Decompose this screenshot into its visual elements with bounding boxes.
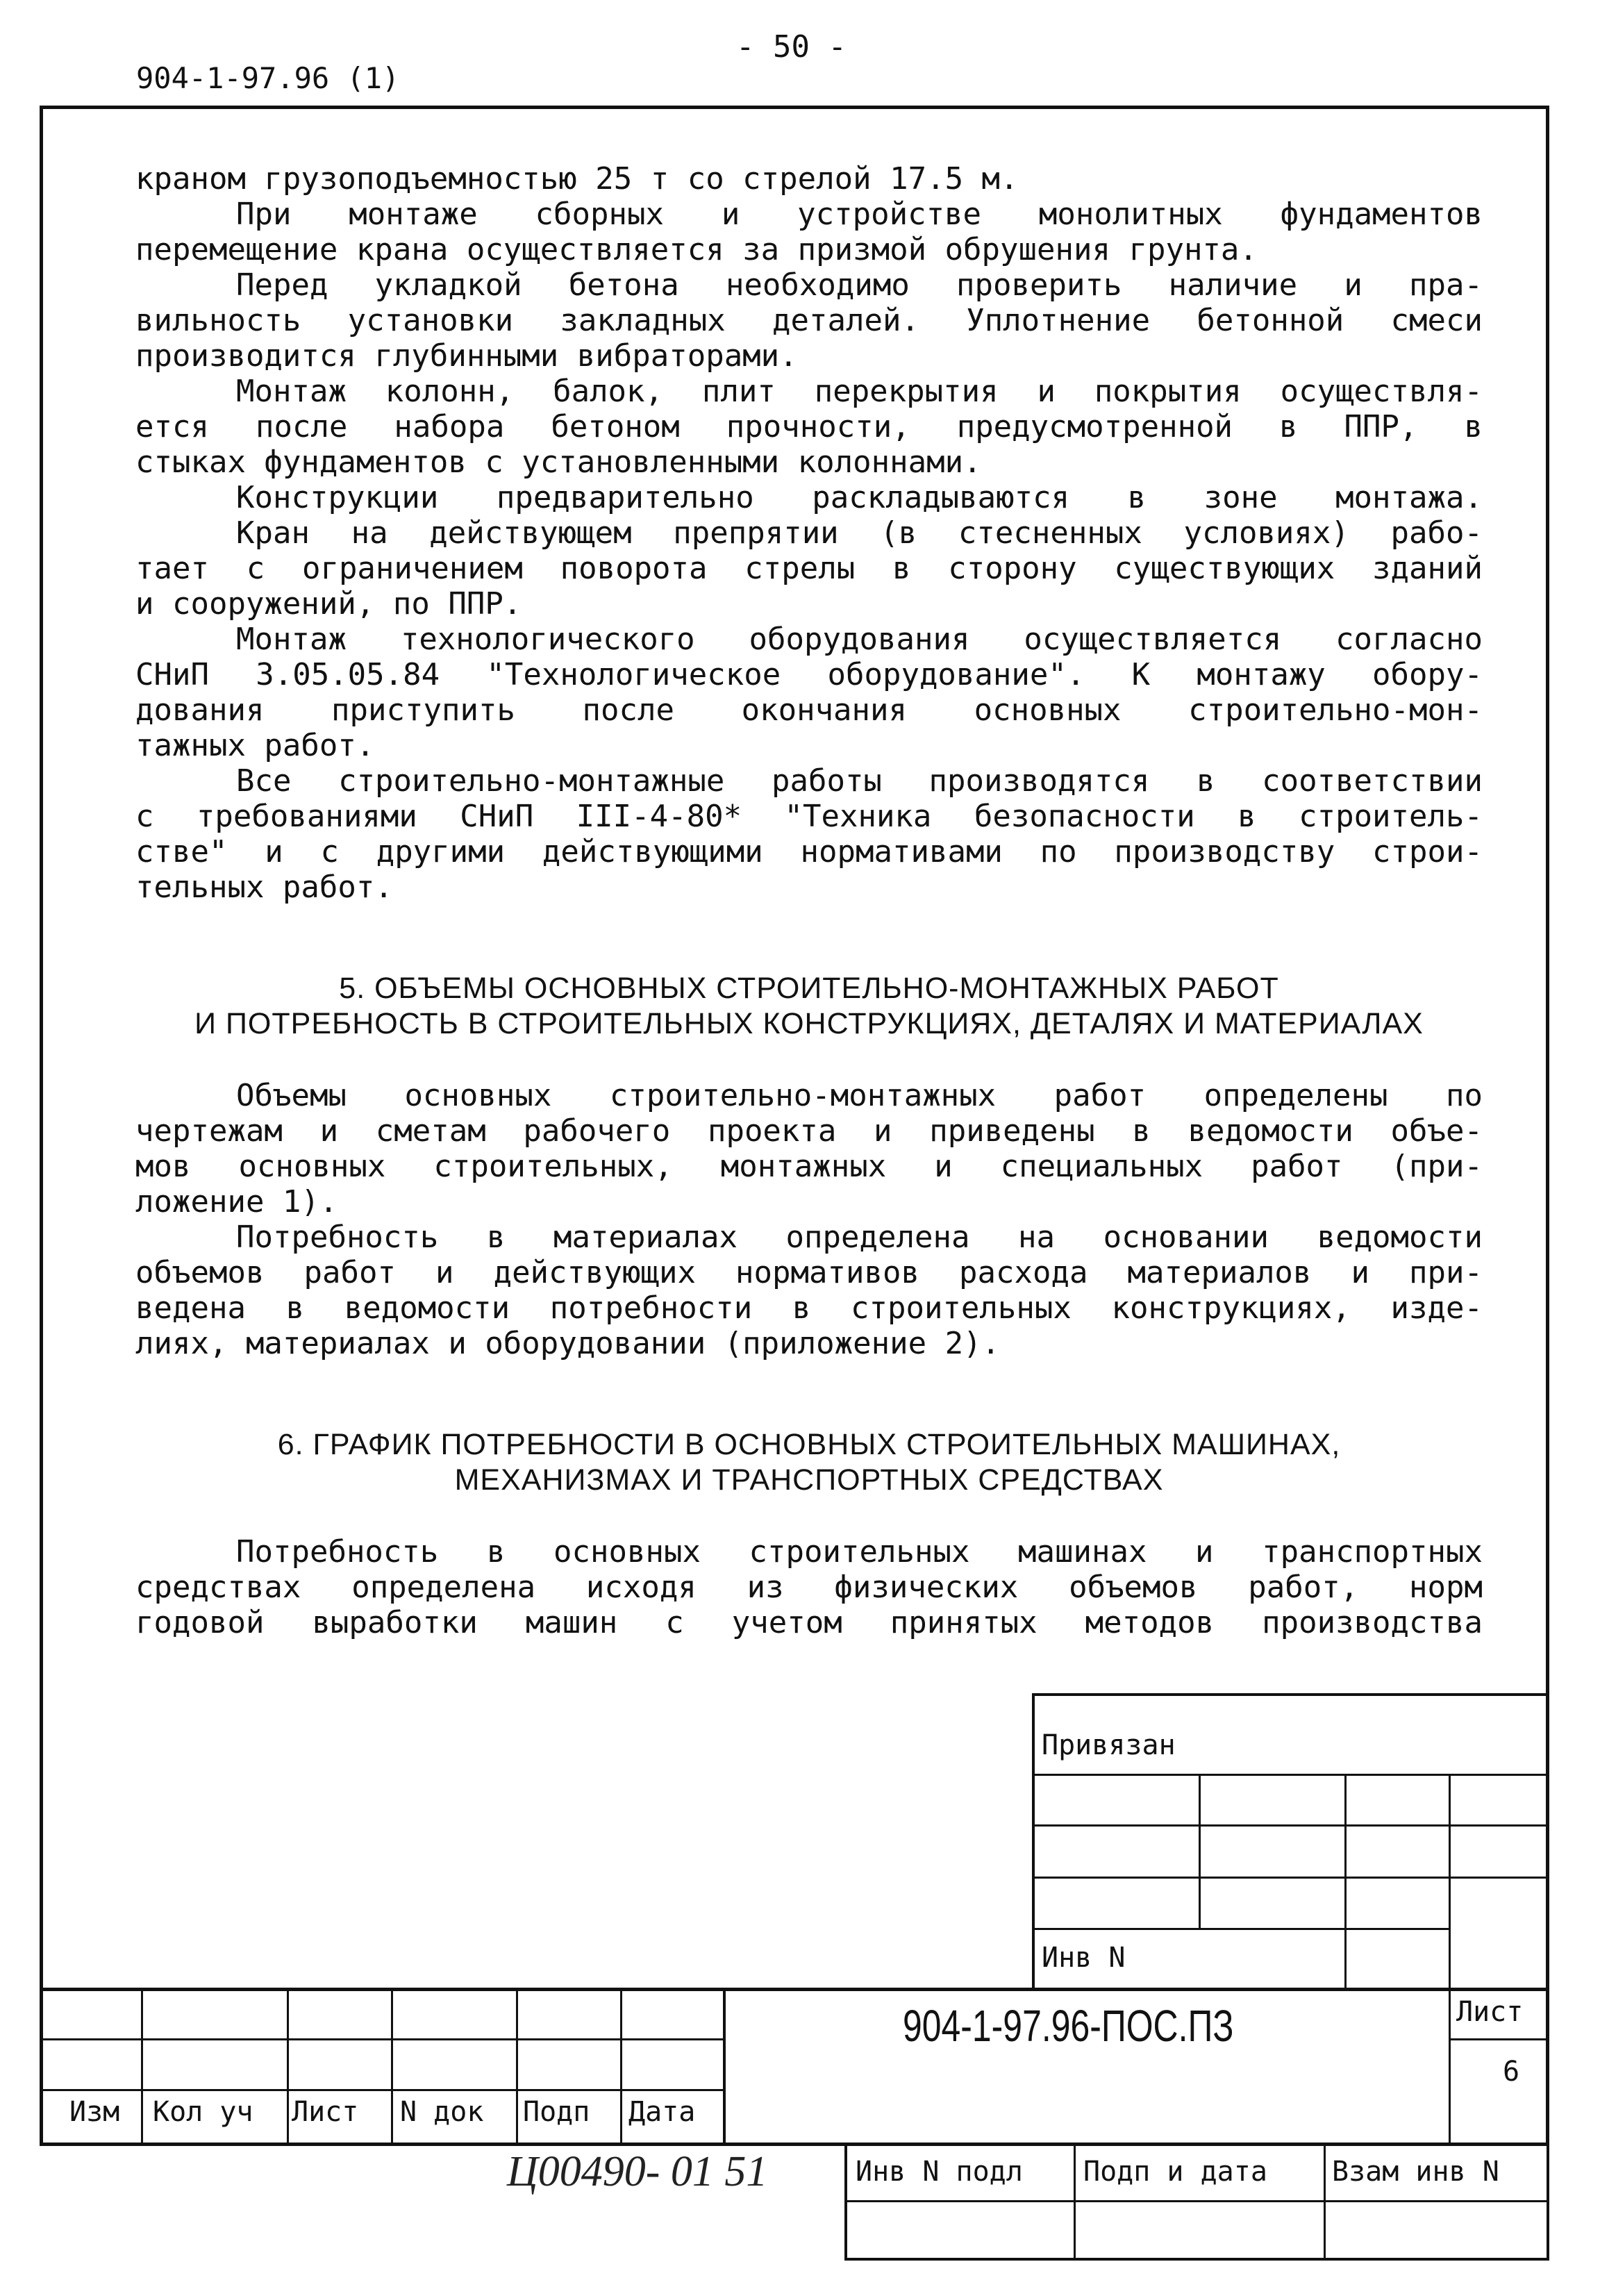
text-line: средствах определена исходя из физических объемов работ, норм bbox=[135, 1570, 1483, 1605]
text-line: При монтаже сборных и устройстве монолитных фундаментов bbox=[236, 197, 1483, 232]
text-line: Потребность в материалах определена на основании ведомости bbox=[236, 1220, 1483, 1255]
text-line: Кран на действующем препрятии (в стесненных условиях) рабо- bbox=[236, 515, 1483, 551]
text-line: и сооружений, по ППР. bbox=[135, 586, 522, 622]
section-heading: 6. ГРАФИК ПОТРЕБНОСТИ В ОСНОВНЫХ СТРОИТЕЛЬНЫХ МАШИНАХ, bbox=[277, 1428, 1341, 1461]
text-line: стыках фундаментов с установленными колоннами. bbox=[135, 444, 982, 480]
text-line: чертежам и сметам рабочего проекта и приведены в ведомости объе- bbox=[135, 1113, 1483, 1149]
column-quantity: Кол уч bbox=[153, 2096, 253, 2128]
text-line: перемещение крана осуществляется за призмой обрушения грунта. bbox=[135, 232, 1258, 267]
text-line: СНиП 3.05.05.84 "Технологическое оборудование". К монтажу обору- bbox=[135, 657, 1483, 692]
column-signature: Подп bbox=[523, 2096, 590, 2128]
text-line: ложение 1). bbox=[135, 1184, 338, 1220]
text-line: мов основных строительных, монтажных и специальных работ (при- bbox=[135, 1149, 1483, 1184]
text-line: тает с ограничением поворота стрелы в сторону существующих зданий bbox=[135, 551, 1483, 586]
text-line: объемов работ и действующих нормативов расхода материалов и при- bbox=[135, 1255, 1483, 1290]
text-line: лиях, материалах и оборудовании (приложение 2). bbox=[135, 1326, 1001, 1361]
signature-date-label: Подп и дата bbox=[1083, 2156, 1267, 2188]
text-line: Перед укладкой бетона необходимо проверить наличие и пра- bbox=[236, 267, 1483, 303]
original-inventory-label: Инв N подл bbox=[856, 2156, 1023, 2188]
body-text bbox=[135, 161, 1483, 1640]
text-line: вильность установки закладных деталей. Уплотнение бетонной смеси bbox=[135, 303, 1483, 338]
text-line: ется после набора бетоном прочности, предусмотренной в ППР, в bbox=[135, 409, 1483, 444]
text-line: краном грузоподъемностью 25 т со стрелой 17.5 м. bbox=[135, 161, 1019, 197]
column-change: Изм bbox=[69, 2096, 120, 2128]
linked-label: Привязан bbox=[1042, 1729, 1176, 1761]
sheet-label: Лист bbox=[1456, 1996, 1524, 2028]
text-line: Монтаж технологического оборудования осуществляется согласно bbox=[236, 622, 1483, 657]
text-line: с требованиями СНиП III-4-80* "Техника безопасности в строитель- bbox=[135, 799, 1483, 834]
text-line: Потребность в основных строительных машинах и транспортных bbox=[236, 1534, 1483, 1570]
text-line: тажных работ. bbox=[135, 728, 375, 763]
column-document-number: N док bbox=[400, 2096, 484, 2128]
text-line: годовой выработки машин с учетом принятых методов производства bbox=[135, 1605, 1483, 1640]
text-line: дования приступить после окончания основных строительно-мон- bbox=[135, 692, 1483, 728]
text-line: тельных работ. bbox=[135, 870, 393, 905]
section-heading: 5. ОБЪЕМЫ ОСНОВНЫХ СТРОИТЕЛЬНО-МОНТАЖНЫХ РАБОТ bbox=[339, 972, 1279, 1005]
text-line: Объемы основных строительно-монтажных работ определены по bbox=[236, 1078, 1483, 1113]
section-heading: И ПОТРЕБНОСТЬ В СТРОИТЕЛЬНЫХ КОНСТРУКЦИЯХ, ДЕТАЛЯХ И МАТЕРИАЛАХ bbox=[194, 1007, 1424, 1040]
sheet-number: 6 bbox=[1503, 2056, 1520, 2088]
archive-signature: Ц00490- 01 51 bbox=[507, 2148, 768, 2195]
inventory-number-label: Инв N bbox=[1042, 1942, 1126, 1974]
text-line: Все строительно-монтажные работы производятся в соответствии bbox=[236, 763, 1483, 799]
column-sheet: Лист bbox=[292, 2096, 359, 2128]
page-number: - 50 - bbox=[736, 29, 847, 65]
text-line: Конструкции предварительно раскладываются в зоне монтажа. bbox=[236, 480, 1483, 515]
column-date: Дата bbox=[628, 2096, 696, 2128]
text-line: ведена в ведомости потребности в строительных конструкциях, изде- bbox=[135, 1290, 1483, 1326]
section-heading: МЕХАНИЗМАХ И ТРАНСПОРТНЫХ СРЕДСТВАХ bbox=[454, 1463, 1164, 1497]
document-code: 904-1-97.96 (1) bbox=[136, 61, 400, 95]
text-line: Монтаж колонн, балок, плит перекрытия и покрытия осуществля- bbox=[236, 374, 1483, 409]
drawing-code: 904-1-97.96-ПОС.ПЗ bbox=[903, 2001, 1234, 2051]
replacement-inventory-label: Взам инв N bbox=[1332, 2156, 1499, 2188]
text-line: производится глубинными вибраторами. bbox=[135, 338, 798, 374]
text-line: стве" и с другими действующими нормативами по производству строи- bbox=[135, 834, 1483, 870]
